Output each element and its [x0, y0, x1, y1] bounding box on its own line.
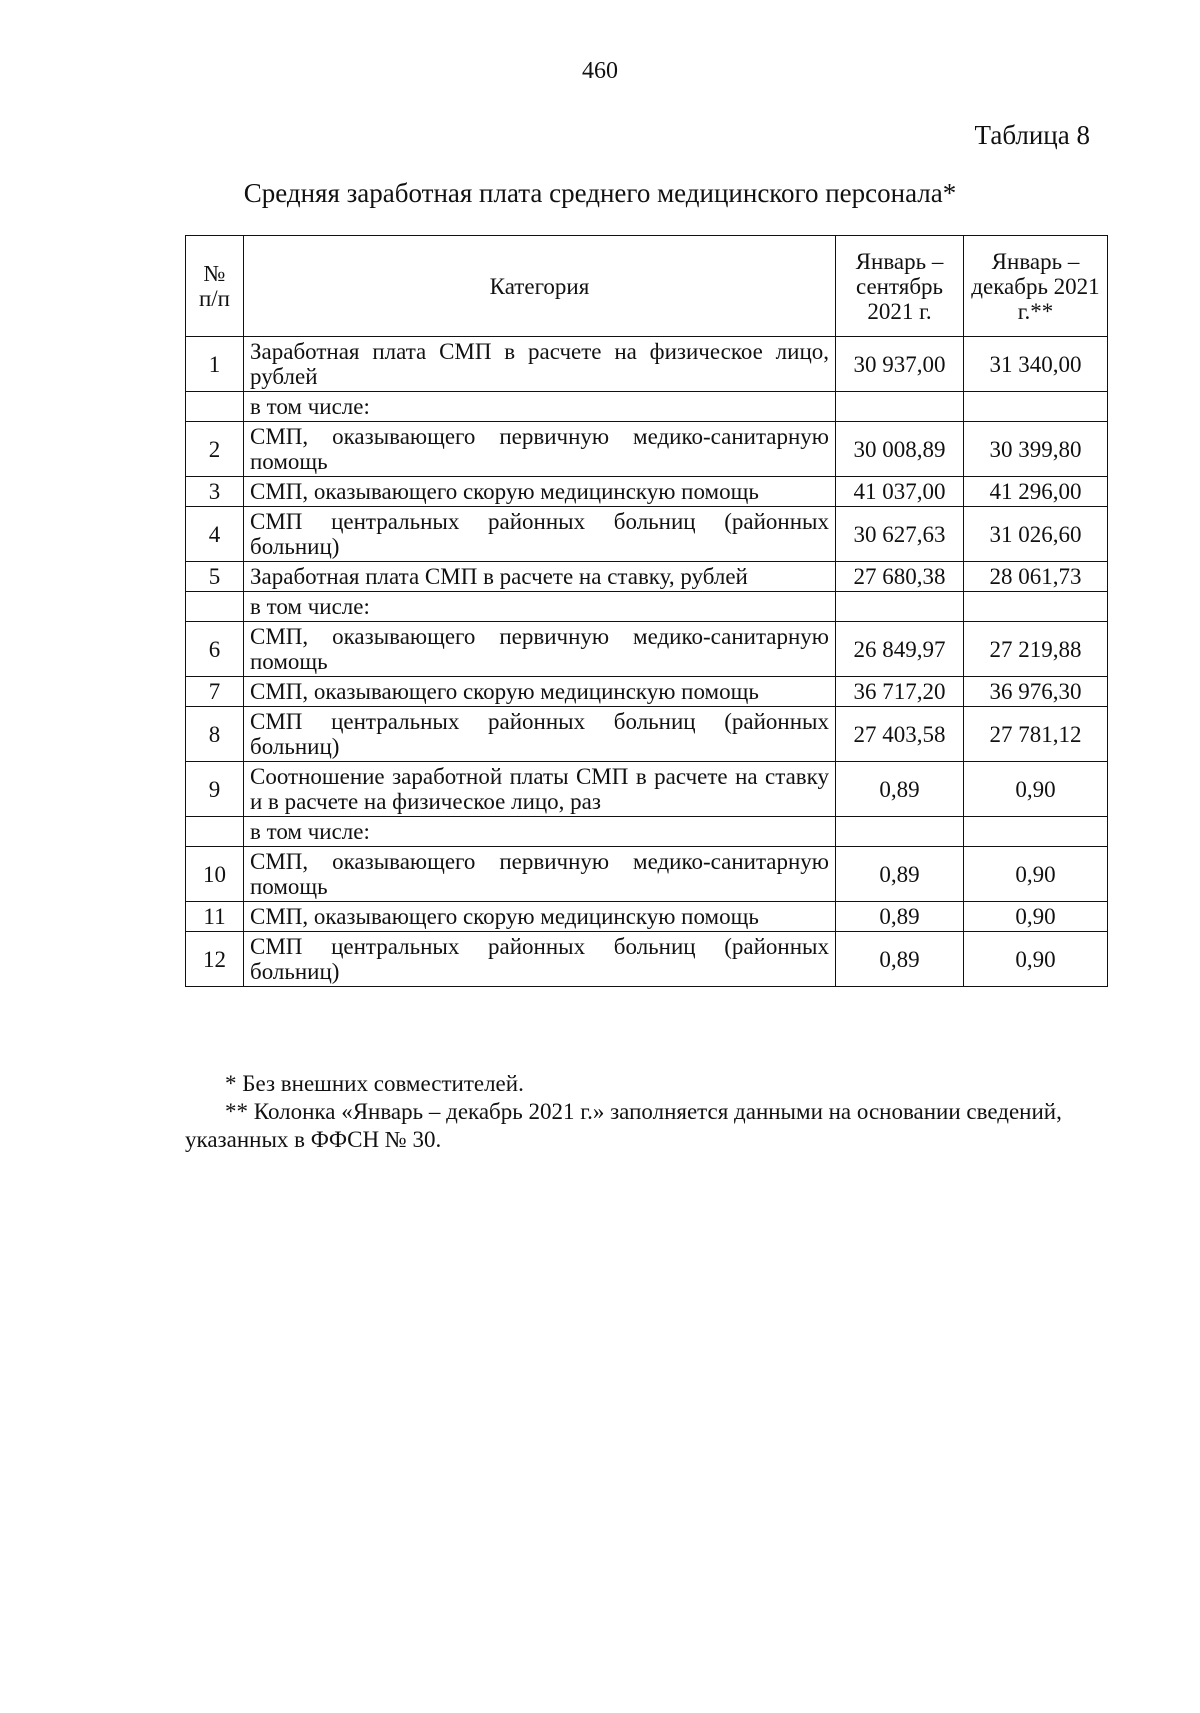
table-label: Таблица 8 — [974, 120, 1090, 150]
row-number — [186, 817, 244, 847]
table-row — [186, 392, 1108, 422]
row-category: СМП, оказывающего первичную медико-санитарную помощь — [244, 847, 836, 902]
row-category: Соотношение заработной платы СМП в расчете на ставку и в расчете на физическое лицо, раз — [244, 762, 836, 817]
row-category: в том числе: — [244, 817, 836, 847]
footnote-2: ** Колонка «Январь – декабрь 2021 г.» заполняется данными на основании сведений, указанных в ФФСН № 30. — [185, 1099, 1062, 1152]
table-row — [186, 562, 1108, 592]
row-value-jan-dec: 0,90 — [964, 932, 1108, 987]
row-number: 7 — [186, 677, 244, 707]
table-row — [186, 707, 1108, 762]
row-category: СМП, оказывающего первичную медико-санитарную помощь — [244, 422, 836, 477]
row-category: СМП, оказывающего скорую медицинскую помощь — [244, 677, 836, 707]
row-number: 5 — [186, 562, 244, 592]
table-body — [186, 337, 1108, 987]
document-title: Средняя заработная плата среднего медицинского персонала* — [243, 178, 957, 208]
row-value-jan-dec — [964, 817, 1108, 847]
row-value-jan-dec: 0,90 — [964, 902, 1108, 932]
row-value-jan-sep: 41 037,00 — [836, 477, 964, 507]
row-value-jan-dec: 31 026,60 — [964, 507, 1108, 562]
row-number: 12 — [186, 932, 244, 987]
page-number: 460 — [582, 58, 618, 84]
row-value-jan-sep: 30 008,89 — [836, 422, 964, 477]
row-category: СМП, оказывающего первичную медико-санитарную помощь — [244, 622, 836, 677]
row-number: 10 — [186, 847, 244, 902]
table-row — [186, 762, 1108, 817]
row-value-jan-dec: 30 399,80 — [964, 422, 1108, 477]
row-value-jan-dec: 36 976,30 — [964, 677, 1108, 707]
row-category: Заработная плата СМП в расчете на ставку, рублей — [244, 562, 836, 592]
row-number: 11 — [186, 902, 244, 932]
row-value-jan-sep — [836, 392, 964, 422]
row-value-jan-dec: 27 219,88 — [964, 622, 1108, 677]
row-value-jan-sep: 0,89 — [836, 932, 964, 987]
row-category: СМП центральных районных больниц (районных больниц) — [244, 507, 836, 562]
row-value-jan-sep: 30 937,00 — [836, 337, 964, 392]
row-category: СМП центральных районных больниц (районных больниц) — [244, 932, 836, 987]
row-value-jan-sep: 27 680,38 — [836, 562, 964, 592]
row-value-jan-sep: 30 627,63 — [836, 507, 964, 562]
salary-table — [185, 235, 1108, 987]
row-number — [186, 392, 244, 422]
row-value-jan-dec — [964, 392, 1108, 422]
row-number: 8 — [186, 707, 244, 762]
row-value-jan-sep: 27 403,58 — [836, 707, 964, 762]
table-row — [186, 677, 1108, 707]
table-row — [186, 817, 1108, 847]
row-value-jan-dec — [964, 592, 1108, 622]
row-number — [186, 592, 244, 622]
table-row — [186, 932, 1108, 987]
header-category: Категория — [244, 236, 836, 337]
row-value-jan-sep: 0,89 — [836, 902, 964, 932]
row-value-jan-sep — [836, 817, 964, 847]
footnote-1: * Без внешних совместителей. — [225, 1071, 524, 1096]
row-number: 3 — [186, 477, 244, 507]
row-category: СМП, оказывающего скорую медицинскую помощь — [244, 477, 836, 507]
table-row — [186, 337, 1108, 392]
row-number: 4 — [186, 507, 244, 562]
row-number: 9 — [186, 762, 244, 817]
header-num: № п/п — [186, 236, 244, 337]
row-value-jan-sep: 0,89 — [836, 847, 964, 902]
table-header-row — [186, 236, 1108, 337]
row-value-jan-sep: 0,89 — [836, 762, 964, 817]
table-row — [186, 622, 1108, 677]
row-category: в том числе: — [244, 592, 836, 622]
row-value-jan-dec: 28 061,73 — [964, 562, 1108, 592]
footnotes — [185, 1070, 1107, 1154]
table-row — [186, 847, 1108, 902]
table-row — [186, 477, 1108, 507]
row-number: 6 — [186, 622, 244, 677]
row-category: СМП центральных районных больниц (районных больниц) — [244, 707, 836, 762]
table-row — [186, 422, 1108, 477]
row-number: 2 — [186, 422, 244, 477]
table-row — [186, 507, 1108, 562]
row-value-jan-dec: 31 340,00 — [964, 337, 1108, 392]
row-category: в том числе: — [244, 392, 836, 422]
header-jan-dec-2021: Январь – декабрь 2021 г.** — [964, 236, 1108, 337]
row-value-jan-sep: 36 717,20 — [836, 677, 964, 707]
row-number: 1 — [186, 337, 244, 392]
row-category: СМП, оказывающего скорую медицинскую помощь — [244, 902, 836, 932]
row-value-jan-dec: 0,90 — [964, 847, 1108, 902]
header-jan-sep-2021: Январь – сентябрь 2021 г. — [836, 236, 964, 337]
row-value-jan-dec: 41 296,00 — [964, 477, 1108, 507]
table-row — [186, 902, 1108, 932]
table-row — [186, 592, 1108, 622]
row-value-jan-sep — [836, 592, 964, 622]
row-value-jan-dec: 27 781,12 — [964, 707, 1108, 762]
row-category: Заработная плата СМП в расчете на физическое лицо, рублей — [244, 337, 836, 392]
row-value-jan-sep: 26 849,97 — [836, 622, 964, 677]
row-value-jan-dec: 0,90 — [964, 762, 1108, 817]
